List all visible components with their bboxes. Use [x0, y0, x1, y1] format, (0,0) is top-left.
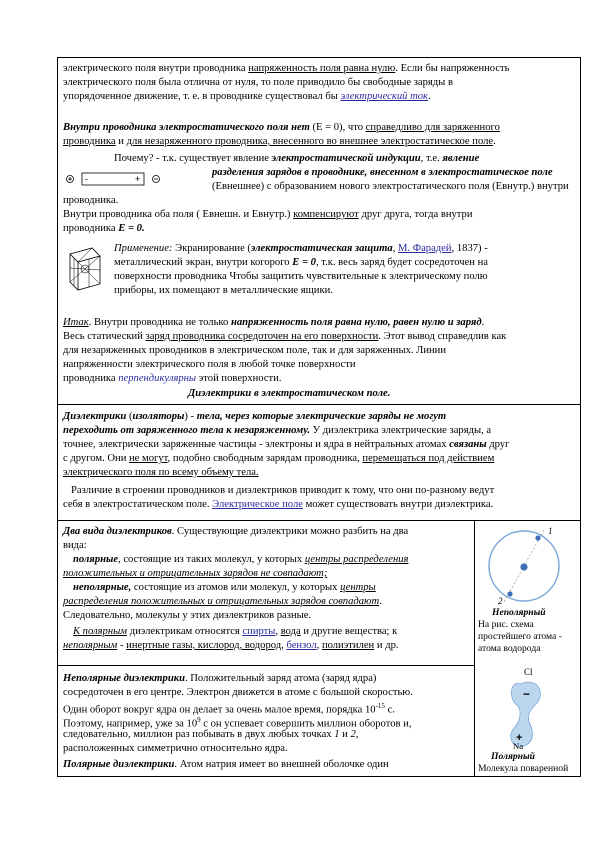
s1-line-6: Почему? - т.к. существует явление электростатической индукции, т.е. явление	[114, 153, 480, 164]
nonpolar-caption-2: простейшего атома -	[478, 631, 562, 642]
s1-line-20: проводника перпендикулярны этой поверхности.	[63, 373, 282, 384]
benzene-link[interactable]: бензол	[286, 640, 317, 651]
nonpolar-caption-title: Неполярный	[492, 607, 546, 618]
faraday-link[interactable]: М. Фарадей	[398, 243, 452, 254]
s1-line-7: разделения зарядов в проводнике, внесенном в электростатическое поле	[212, 167, 553, 178]
s2-line-6: Различие в строении проводников и диэлектриков приводит к тому, что они по-разному ведут	[71, 485, 495, 496]
s1-line-19: напряженности электрического поля в любой точке поверхности	[63, 359, 356, 370]
faraday-cage-icon	[66, 242, 104, 292]
nacl-molecule-icon	[500, 666, 560, 756]
s1-line-15: приборы, их помещают в металлические ящики.	[114, 285, 333, 296]
s3-line-1: Два вида диэлектриков. Существующие диэлектрики можно разбить на два	[63, 526, 409, 537]
s1-line-10: Внутри проводника оба поля ( Евнешн. и Евнутр.) компенсируют друг друга, тогда внутри	[63, 209, 473, 220]
s3-line-15: расположенных симметрично относительно ядра.	[63, 743, 288, 754]
s1-line-8: (Евнешнее) с образованием нового электростатического поля (Евнутр.) внутри	[212, 181, 569, 192]
s1-line-14: поверхности проводника Чтобы защитить чувствительные к электрическому полю	[114, 271, 488, 282]
atom-label-2: 2	[498, 596, 503, 606]
s2-line-7: себя в электростатическом поле. Электрическое поле может существовать внутри диэлектрика.	[63, 499, 494, 510]
svg-text:+: +	[516, 732, 523, 744]
nonpolar-caption-1: На рис. схема	[478, 619, 534, 630]
s1-line-13: металлический экран, внутри когорого E = 0, т.к. весь заряд будет сосредоточен на	[114, 257, 488, 268]
svg-text:-: -	[85, 174, 88, 184]
s3-line-10: Неполярные диэлектрики. Положительный заряд атома (заряд ядра)	[63, 673, 377, 684]
hydrogen-atom-icon	[486, 524, 566, 606]
s3-line-3: полярные, состоящие из таких молекул, у которых центры распределения	[73, 554, 409, 565]
s1-line-17: Весь статический заряд проводника сосредоточен на его поверхности. Этот вывод справедлив как	[63, 331, 507, 342]
polar-caption-1: Молекула поваренной	[478, 763, 569, 774]
na-label: Na	[513, 741, 524, 751]
s1-line-16: Итак. Внутри проводника не только напряженность поля равна нулю, равен нулю и заряд.	[63, 317, 485, 328]
s2-line-1: Диэлектрики (изоляторы) - тела, через которые электрические заряды не могут	[63, 411, 447, 422]
svg-text:−: −	[523, 687, 531, 701]
electric-field-link[interactable]: Электрическое поле	[212, 499, 303, 510]
cl-label: Cl	[524, 667, 533, 677]
divider-1	[57, 404, 581, 405]
svg-text:+: +	[135, 174, 141, 184]
s2-line-3: точнее, электрически заряженные частицы - электроны и ядра в нейтральных атомах связаны друг	[63, 439, 510, 450]
s2-line-5: электрического поля по всему объему тела.	[63, 467, 259, 478]
s3-line-5: неполярные, состоящие из атомов или молекул, у которых центры	[73, 582, 376, 593]
s3-line-9: неполярным - инертные газы, кислород, водород, бензол, полиэтилен и др.	[63, 640, 399, 651]
s3-line-11: сосредоточен в его центре. Электрон движется в атоме с большой скоростью.	[63, 687, 413, 698]
s1-line-12: Применение: Экранирование (электростатическая защита, М. Фарадей, 1837) -	[114, 243, 488, 254]
nonpolar-caption-3: атома водорода	[478, 643, 541, 654]
s1-line-5: проводника и для незаряженного проводника, внесенного во внешнее электростатическое поле.	[63, 136, 496, 147]
water-link[interactable]: вода	[280, 626, 301, 637]
s3-line-6: распределения положительных и отрицательных зарядов совпадают.	[63, 596, 382, 607]
s3-line-12: Один оборот вокруг ядра он делает за очень малое время, порядка $10^{-15}$ с.	[63, 702, 395, 716]
polar-caption-title: Полярный	[491, 751, 536, 762]
s1-line-3: упорядоченное движение, т. е. в проводнике существовал бы электрический ток.	[63, 91, 431, 102]
divider-side	[474, 520, 475, 777]
divider-2	[57, 520, 581, 521]
section-heading: Диэлектрики в электростатическом поле.	[188, 388, 391, 399]
plates-icon	[64, 170, 204, 188]
s3-line-14: следовательно, миллион раз побывать в двух любых точках 1 и 2,	[63, 729, 359, 740]
s3-line-4: положительных и отрицательных зарядов не совпадают;	[63, 568, 328, 579]
s1-line-9: проводника.	[63, 195, 119, 206]
atom-label-1: 1	[548, 526, 553, 536]
s1-line-1: электрического поля внутри проводника напряженность поля равна нулю. Если бы напряженность	[63, 63, 510, 74]
s1-line-11: проводника E = 0.	[63, 223, 145, 234]
s1-line-2: электрического поля была отлична от нуля, то поле приводило бы свободные заряды в	[63, 77, 453, 88]
s1-line-4: Внутри проводника электростатического поля нет (E = 0), что справедливо для заряженного	[63, 122, 500, 133]
s2-line-4: с другом. Они не могут, подобно свободным зарядам проводника, перемещаться под действием	[63, 453, 495, 464]
s1-line-18: для незаряженных проводников в электрическом поле, так и для заряженных. Линии	[63, 345, 447, 356]
s2-line-2: переходить от заряженного тела к незаряженному. У диэлектрика электрические заряды, а	[63, 425, 492, 436]
electric-current-link[interactable]: электрический ток	[340, 91, 428, 102]
s3-line-16: Полярные диэлектрики. Атом натрия имеет во внешней оболочке один	[63, 759, 389, 770]
divider-3	[57, 665, 474, 666]
s3-line-7: Следовательно, молекулы у этих диэлектриков разные.	[63, 610, 312, 621]
s3-line-8: К полярным диэлектрикам относятся спирты, вода и другие вещества; к	[73, 626, 398, 637]
alcohols-link[interactable]: спирты	[242, 626, 276, 637]
s3-line-13: Поэтому, например, уже за $10^9$ с он успевает совершить миллион оборотов и,	[63, 716, 412, 730]
s3-line-2: вида:	[63, 540, 87, 551]
